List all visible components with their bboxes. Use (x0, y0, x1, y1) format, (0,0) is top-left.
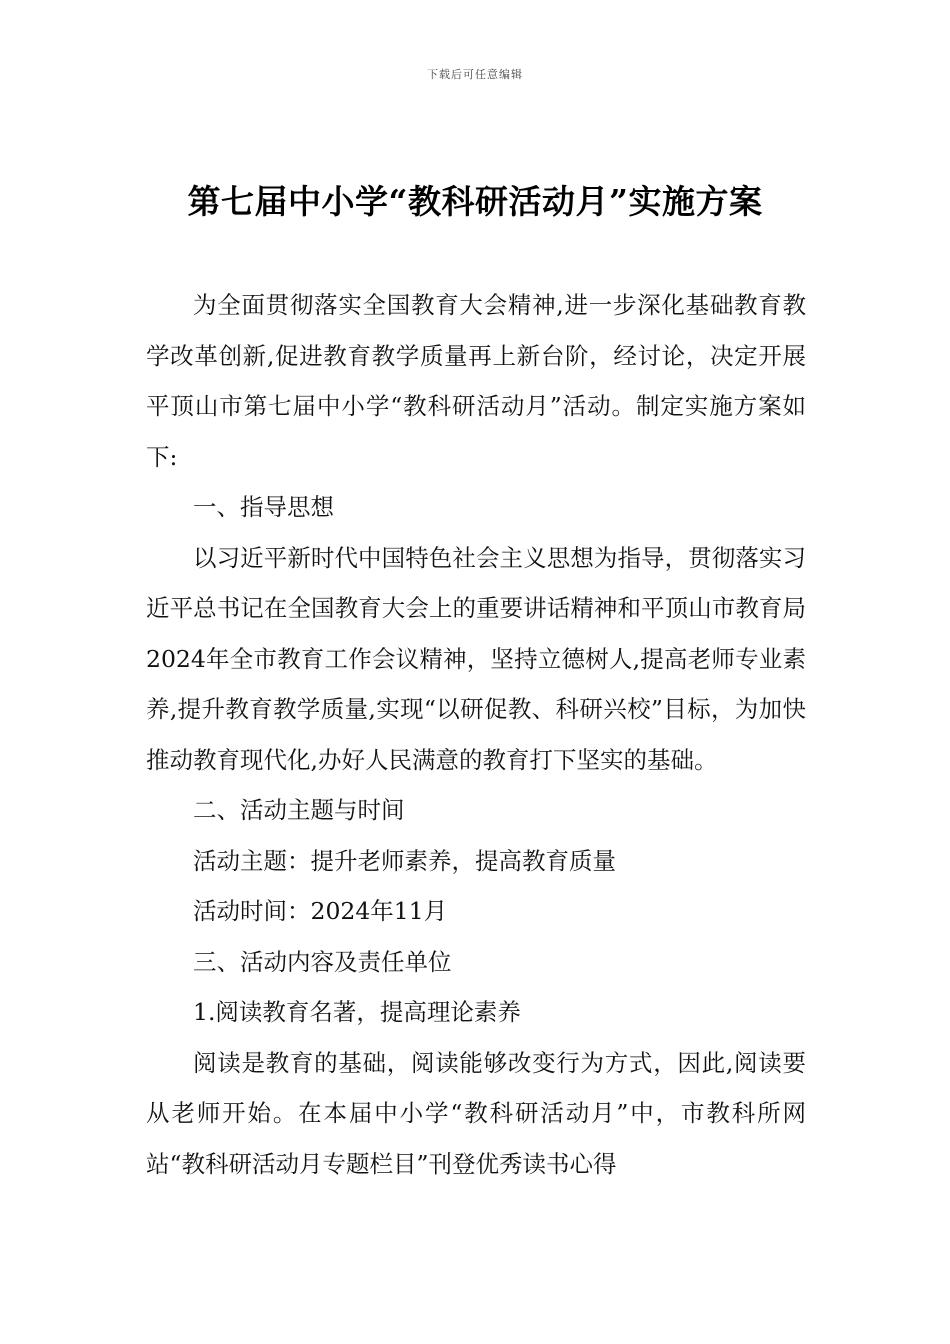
section-heading-guiding-thought: 一、指导思想 (193, 493, 334, 521)
paragraph-time: 活动时间：2024年11月 (193, 897, 448, 925)
paragraph-intro: 为全面贯彻落实全国教育大会精神,进一步深化基础教育教学改革创新,促进教育教学质量再上新台阶，经讨论，决定开展平顶山市第七届中小学“教科研活动月”活动。制定实施方案如下: (146, 291, 806, 471)
section-heading-content-units: 三、活动内容及责任单位 (193, 947, 452, 976)
paragraph-guiding-thought: 以习近平新时代中国特色社会主义思想为指导，贯彻落实习近平总书记在全国教育大会上的重要讲话精神和平顶山市教育局2024年全市教育工作会议精神，坚持立德树人,提高老师专业素养,提升教育教学质量,实现“以研促教、科研兴校”目标，为加快推动教育现代化,办好人民满意的教育打下坚实的基础。 (146, 543, 806, 774)
paragraph-theme: 活动主题：提升老师素养，提高教育质量 (193, 846, 616, 875)
document-title: 第七届中小学“教科研活动月”实施方案 (187, 182, 763, 221)
header-note: 下载后可任意编辑 (427, 68, 523, 81)
document-body (146, 280, 806, 1189)
section-heading-theme-time: 二、活动主题与时间 (193, 796, 405, 824)
paragraph-reading: 阅读是教育的基础，阅读能够改变行为方式，因此,阅读要从老师开始。在本届中小学“教科研活动月”中，市教科所网站“教科研活动月专题栏目”刊登优秀读书心得 (146, 1048, 806, 1178)
subsection-heading-reading: 1.阅读教育名著，提高理论素养 (193, 998, 521, 1026)
